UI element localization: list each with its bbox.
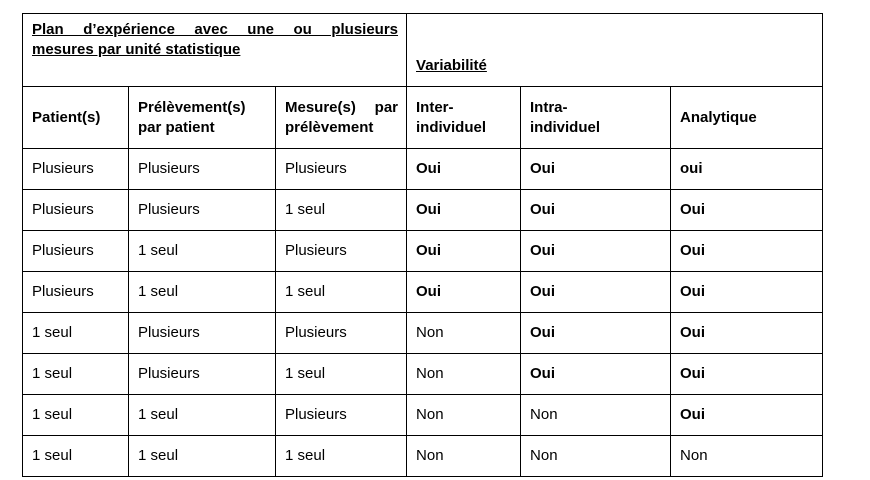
column-header-inter-line2: individuel <box>416 118 487 136</box>
cell-samples: Plusieurs <box>129 149 276 190</box>
column-header-measures-line2: prélèvement <box>285 118 374 136</box>
cell-patients: Plusieurs <box>23 272 129 313</box>
cell-samples: 1 seul <box>129 272 276 313</box>
cell-samples: 1 seul <box>129 231 276 272</box>
cell-measures: Plusieurs <box>276 313 407 354</box>
cell-inter: Oui <box>407 149 521 190</box>
cell-intra: Oui <box>521 190 671 231</box>
cell-measures: 1 seul <box>276 272 407 313</box>
cell-samples: 1 seul <box>129 395 276 436</box>
cell-analytic: Oui <box>671 395 823 436</box>
cell-inter: Non <box>407 395 521 436</box>
cell-intra: Oui <box>521 231 671 272</box>
cell-patients: 1 seul <box>23 395 129 436</box>
column-header-samples-line1: Prélèvement(s) <box>138 98 246 116</box>
cell-patients: Plusieurs <box>23 149 129 190</box>
cell-intra: Oui <box>521 149 671 190</box>
column-header-analytic-label: Analytique <box>680 108 757 126</box>
table-row <box>23 313 823 354</box>
variability-title: Variabilité <box>407 14 823 87</box>
table-row <box>23 436 823 477</box>
cell-patients: 1 seul <box>23 436 129 477</box>
cell-measures: 1 seul <box>276 190 407 231</box>
column-header-row <box>23 87 823 149</box>
experiment-plan-title-line2: mesures par unité statistique <box>32 41 241 58</box>
table-row <box>23 190 823 231</box>
column-header-intra <box>521 87 671 149</box>
cell-samples: Plusieurs <box>129 354 276 395</box>
column-header-intra-line1: Intra- <box>530 98 568 116</box>
cell-patients: Plusieurs <box>23 231 129 272</box>
cell-patients: Plusieurs <box>23 190 129 231</box>
experiment-plan-title <box>23 14 407 87</box>
column-header-measures <box>276 87 407 149</box>
table-row <box>23 395 823 436</box>
table-body <box>23 14 823 477</box>
column-header-measures-line1: Mesure(s) par <box>285 98 399 116</box>
table-row <box>23 272 823 313</box>
cell-intra: Oui <box>521 272 671 313</box>
cell-intra: Oui <box>521 354 671 395</box>
cell-analytic: oui <box>671 149 823 190</box>
experiment-plan-title-line1: Plan d’expérience avec une ou plusieurs <box>32 21 399 38</box>
cell-patients: 1 seul <box>23 313 129 354</box>
cell-measures: 1 seul <box>276 354 407 395</box>
cell-inter: Non <box>407 354 521 395</box>
cell-inter: Oui <box>407 190 521 231</box>
cell-samples: Plusieurs <box>129 313 276 354</box>
cell-measures: Plusieurs <box>276 149 407 190</box>
cell-intra: Oui <box>521 313 671 354</box>
cell-measures: 1 seul <box>276 436 407 477</box>
cell-measures: Plusieurs <box>276 395 407 436</box>
column-header-samples <box>129 87 276 149</box>
experiment-design-table <box>22 13 823 477</box>
cell-analytic: Oui <box>671 190 823 231</box>
cell-intra: Non <box>521 395 671 436</box>
cell-intra: Non <box>521 436 671 477</box>
cell-analytic: Non <box>671 436 823 477</box>
cell-inter: Non <box>407 436 521 477</box>
cell-analytic: Oui <box>671 354 823 395</box>
column-header-samples-line2: par patient <box>138 118 215 136</box>
column-header-inter-line1: Inter- <box>416 98 454 116</box>
table-row <box>23 354 823 395</box>
cell-inter: Oui <box>407 231 521 272</box>
cell-analytic: Oui <box>671 313 823 354</box>
cell-samples: 1 seul <box>129 436 276 477</box>
cell-measures: Plusieurs <box>276 231 407 272</box>
column-header-patients-label: Patient(s) <box>32 108 101 126</box>
table-row <box>23 231 823 272</box>
group-header-row <box>23 14 823 87</box>
column-header-patients <box>23 87 129 149</box>
cell-analytic: Oui <box>671 272 823 313</box>
column-header-inter <box>407 87 521 149</box>
cell-inter: Oui <box>407 272 521 313</box>
cell-analytic: Oui <box>671 231 823 272</box>
column-header-intra-line2: individuel <box>530 118 601 136</box>
table-row <box>23 149 823 190</box>
cell-samples: Plusieurs <box>129 190 276 231</box>
cell-patients: 1 seul <box>23 354 129 395</box>
column-header-analytic <box>671 87 823 149</box>
cell-inter: Non <box>407 313 521 354</box>
